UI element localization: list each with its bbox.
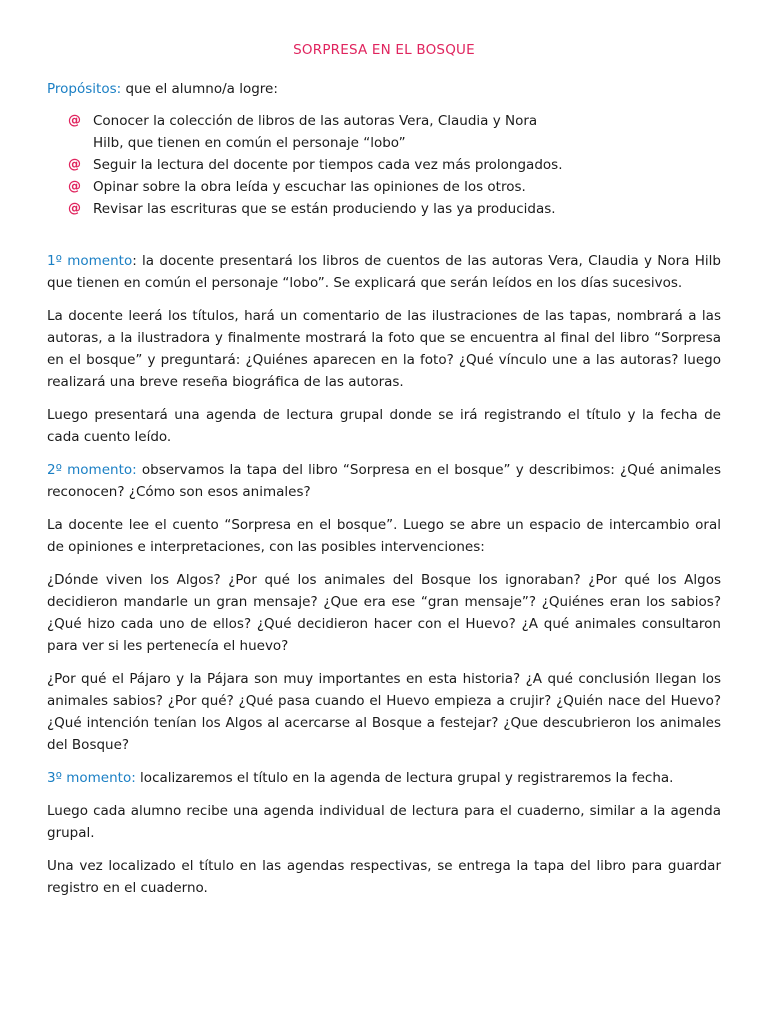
purposes-label: Propósitos: [47, 81, 122, 97]
paragraph [47, 767, 721, 789]
paragraph [47, 668, 721, 756]
at-sign-icon: @ [68, 113, 81, 128]
purposes-line [47, 78, 727, 100]
at-sign-icon: @ [68, 179, 81, 194]
paragraph [47, 305, 721, 393]
paragraph-label: 3º momento: [47, 770, 136, 786]
paragraph [47, 514, 721, 558]
purposes-intro: que el alumno/a logre: [121, 81, 278, 97]
document-title: SORPRESA EN EL BOSQUE [293, 42, 475, 58]
paragraph [47, 569, 721, 657]
paragraph-text: : la docente presentará los libros de cuentos de las autoras Vera, Claudia y Nora Hilb que tienen en común el personaje “lobo”. Se explicará que serán leídos en los días sucesivos. [47, 253, 722, 291]
paragraph-text: Luego cada alumno recibe una agenda individual de lectura para el cuaderno, similar a la agenda grupal. [47, 803, 721, 841]
paragraph [47, 250, 721, 294]
paragraph-text: Una vez localizado el título en las agendas respectivas, se entrega la tapa del libro para guardar registro en el cuaderno. [47, 858, 721, 896]
purposes-list [68, 110, 718, 220]
paragraph [47, 404, 721, 448]
document-body [47, 250, 721, 910]
at-sign-icon: @ [68, 201, 81, 216]
paragraph [47, 800, 721, 844]
paragraph-text: ¿Por qué el Pájaro y la Pájara son muy importantes en esta historia? ¿A qué conclusión llegan los animales sabios? ¿Por qué? ¿Qué pasa cuando el Huevo empieza a crujir? ¿Quién nace del Huevo? ¿Qué intención tenían los Algos al acercarse al Bosque a festejar? ¿Que descubrieron los animales del Bosque? [47, 671, 721, 753]
paragraph-text: ¿Dónde viven los Algos? ¿Por qué los animales del Bosque los ignoraban? ¿Por qué los Algos decidieron mandarle un gran mensaje? ¿Que era ese “gran mensaje”? ¿Quiénes eran los sabios? ¿Qué hizo cada uno de ellos? ¿Qué decidieron hacer con el Huevo? ¿A qué animales consultaron para ver si les pertenecía el huevo? [47, 572, 721, 654]
list-item-text: Revisar las escrituras que se están produciendo y las ya producidas. [93, 201, 556, 217]
paragraph-text: La docente leerá los títulos, hará un comentario de las ilustraciones de las tapas, nombrará a las autoras, a la ilustradora y finalmente mostrará la foto que se encuentra al final del libro “Sorpresa en el bosque” y preguntará: ¿Quiénes aparecen en la foto? ¿Qué vínculo une a las autoras? luego realizará una breve reseña biográfica de las autoras. [47, 308, 721, 390]
paragraph-text: Luego presentará una agenda de lectura grupal donde se irá registrando el título y la fecha de cada cuento leído. [47, 407, 721, 445]
list-item-text: Conocer la colección de libros de las autoras Vera, Claudia y Nora Hilb, que tienen en común el personaje “lobo” [93, 113, 538, 151]
list-item [68, 198, 718, 220]
list-item [68, 154, 718, 176]
list-item [68, 176, 718, 198]
paragraph-label: 1º momento [47, 253, 133, 269]
paragraph-text: observamos la tapa del libro “Sorpresa en el bosque” y describimos: ¿Qué animales reconocen? ¿Cómo son esos animales? [47, 462, 721, 500]
paragraph-text: La docente lee el cuento “Sorpresa en el bosque”. Luego se abre un espacio de intercambio oral de opiniones e interpretaciones, con las posibles intervenciones: [47, 517, 721, 555]
list-item-text: Seguir la lectura del docente por tiempos cada vez más prolongados. [93, 157, 563, 173]
at-sign-icon: @ [68, 157, 81, 172]
list-item [68, 110, 563, 154]
paragraph [47, 459, 721, 503]
paragraph-text: localizaremos el título en la agenda de lectura grupal y registraremos la fecha. [135, 770, 674, 786]
list-item-text: Opinar sobre la obra leída y escuchar las opiniones de los otros. [93, 179, 526, 195]
paragraph-label: 2º momento: [47, 462, 137, 478]
paragraph [47, 855, 721, 899]
